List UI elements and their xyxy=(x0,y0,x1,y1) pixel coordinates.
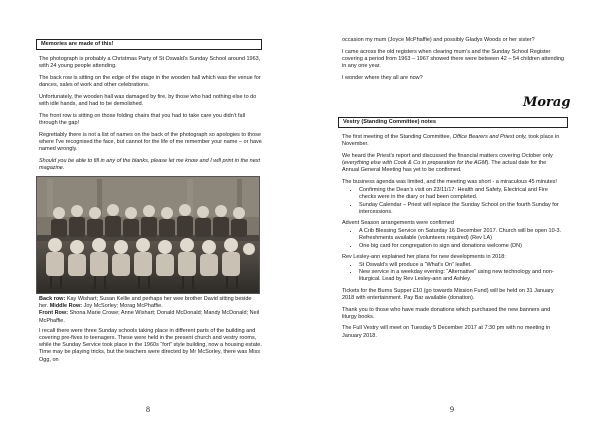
paragraph: I wonder where they all are now? xyxy=(342,74,423,81)
rev-heading: Rev Lesley-ann explained her plans for new developments in 2018: xyxy=(342,253,506,260)
front-row-names: Shona Marie Crowe; Anne Wishart; Donald McDonald; Mandy McDonald; Neil McPhaffie. xyxy=(39,310,260,324)
italic-paragraph: Should you be able to fill in any of the blanks, please let me know and I will print in the next magazine. xyxy=(39,157,261,171)
paragraph: The back row is sitting on the edge of the stage in the wooden hall which was the venue for dances, sales of work and other celebrations. xyxy=(39,74,261,89)
front-row-label: Front Row: xyxy=(39,310,69,317)
middle-row-label: Middle Row: xyxy=(49,303,83,310)
text-span: We heard the Priest’s report and discussed the financial matters covering October only ( xyxy=(342,152,553,167)
bullet-list xyxy=(342,187,564,216)
paragraph: The Full Vestry will meet on Tuesday 5 December 2017 at 7:30 pm with no meeting in January 2018. xyxy=(342,325,551,339)
section-title-text: Memories are made of this! xyxy=(41,41,114,47)
page-number: 8 xyxy=(146,405,150,414)
text-span-italic: Office Bearers and Priest only, xyxy=(452,134,527,140)
advent-heading: Advent Season arrangements were confirmed xyxy=(342,220,454,227)
paragraph xyxy=(342,134,564,148)
page-number: 9 xyxy=(450,405,454,414)
list-item: • A Crib Blessing Service on Saturday 16 December 2017. Church will be open 10-3. Refreshments available (volunteers required) (Rev LA) xyxy=(359,228,564,242)
text-span: ). The actual date for the Annual General Meeting has yet to be confirmed. xyxy=(342,160,547,174)
section-title-memories xyxy=(36,39,262,50)
text-span-italic: everything else with Cook & Co in preparation for the AGM xyxy=(343,160,487,167)
vestry-notes xyxy=(342,134,564,344)
back-row-names: Kay Wishart; Susan Kellie and perhaps her wee brother David sitting beside her. xyxy=(39,296,252,310)
memories-continued xyxy=(342,37,564,87)
closing-paragraph: I recall there were three Sunday schools taking place in different parts of the building and covering pre-fives to teenagers. These were held in the present church and vestry rooms, while the Sunday Service took place in the 1960s “fort” style building, now a housing estate. Time may be playing tricks, but the teachers were directed by Mr McSorley, there was Miss Ogg, on xyxy=(39,327,262,363)
paragraph: The front row is sitting on those folding chairs that you had to take care you didn’t fall through the gap! xyxy=(39,112,246,126)
back-row-label: Back row: xyxy=(39,296,66,302)
list-item: • Sunday Calendar – Priest will replace the Sunday School on the fourth Sunday for intercessions. xyxy=(359,202,564,216)
caption-paragraph xyxy=(39,296,262,325)
photo-image xyxy=(37,177,259,293)
list-item: • New service in a weekday evening: “Alternative” using new technology and non-liturgical. Lead by Rev Lesley-ann and Ashley. xyxy=(359,269,564,283)
text-span: took place in November. xyxy=(342,134,560,148)
list-item: • St Oswald’s will produce a “What’s On” leaflet. xyxy=(359,262,564,269)
paragraph: occasion my mum (Joyce McPhaffie) and possibly Gladys Woods or her sister? xyxy=(342,37,535,43)
paragraph: The photograph is probably a Christmas Party of St Oswald’s Sunday School around 1963, with 24 young people attending. xyxy=(39,56,261,70)
sunday-school-photo xyxy=(36,176,260,294)
bullet-list xyxy=(342,262,564,284)
paragraph: I came across the old registers when clearing mum’s and the Sunday School Register covering a period from 1963 – 1967 showed there were between 42 – 54 children attending in any one year. xyxy=(342,48,564,70)
section-title-text: Vestry (Standing Committee) notes xyxy=(343,119,436,125)
list-item: • One big card for congregation to sign and donations welcome (DN) xyxy=(359,243,564,250)
paragraph: Regrettably there is not a list of names on the back of the photograph so apologies to those where I’ve recognised the face, but cannot for the life of me remember your name – or have named wrongly. xyxy=(39,131,262,153)
memories-text xyxy=(39,56,262,177)
paragraph: Thank you to those who have made donations which purchased the new banners and liturgy books. xyxy=(342,306,551,320)
paragraph: The business agenda was limited, and the meeting was short - a miraculous 45 minutes! xyxy=(342,179,557,186)
list-item: • Confirming the Dean’s visit on 23/11/17: Health and Safety, Electrical and Fire checks were in the diary or had been completed. xyxy=(359,187,564,201)
paragraph: Unfortunately, the wooden hall was damaged by fire, by those who had nothing else to do with idle hands, and had to be demolished. xyxy=(39,93,257,108)
photo-caption xyxy=(39,296,262,368)
paragraph xyxy=(342,153,564,175)
bullet-list xyxy=(342,228,564,250)
middle-row-names: Joy McSorley; Morag McPhaffie. xyxy=(82,303,163,310)
section-title-vestry xyxy=(338,117,568,128)
right-page xyxy=(300,0,600,424)
paragraph: Tickets for the Burns Supper £10 (go towards Mission Fund) will be held on 31 January 2018 with entertainment. Pay Bar available (donation). xyxy=(342,287,554,301)
signature-morag: Morag xyxy=(523,95,571,110)
text-span: The first meeting of the Standing Committee, xyxy=(342,134,453,140)
